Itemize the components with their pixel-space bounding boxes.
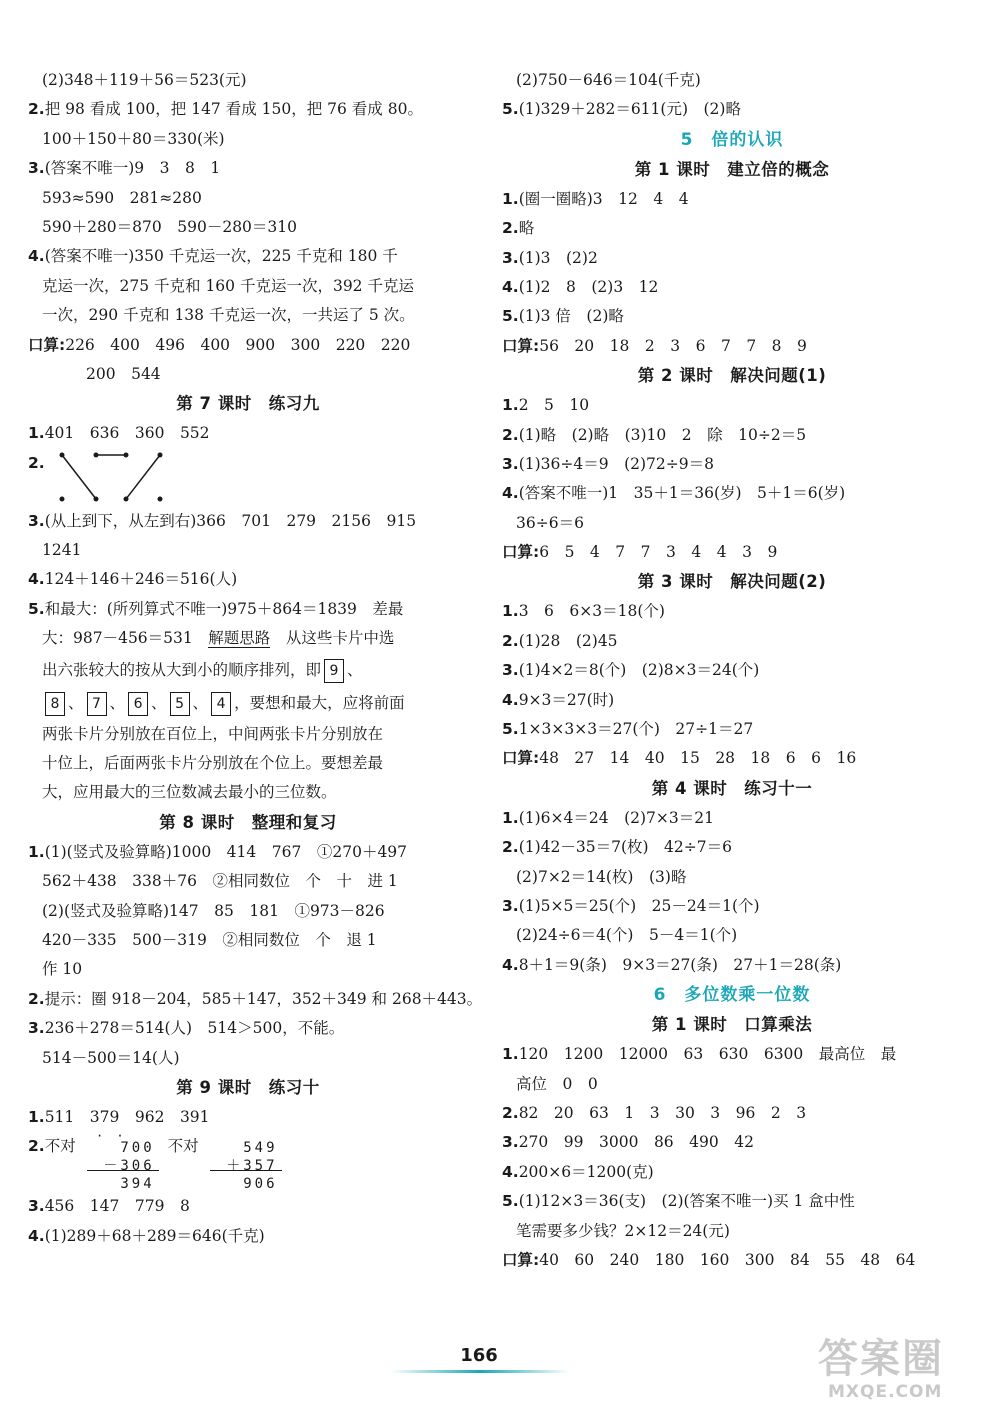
- answer-text: (1)2 8 (2)3 12: [518, 277, 659, 296]
- answer-line: [502, 1040, 962, 1069]
- oral-calc-label: 口算:: [502, 543, 540, 562]
- answer-line: [502, 302, 962, 331]
- answer-line: [502, 833, 962, 862]
- oral-calc-label: 口算:: [502, 336, 540, 355]
- item-number: 4.: [502, 955, 519, 974]
- unit-heading-6: 6 多位数乘一位数: [653, 985, 811, 1006]
- answer-text: 8＋1＝9(条) 9×3＝27(条) 27＋1＝28(条): [518, 955, 842, 974]
- answer-line: 590＋280＝870 590－280＝310: [42, 217, 298, 236]
- answer-text: 236＋278＝514(人) 514＞500，不能。: [44, 1019, 345, 1038]
- right-column: [502, 66, 962, 1275]
- answer-text: 略: [518, 219, 535, 238]
- item-number: 3.: [28, 1019, 45, 1038]
- answer-text: (1)3 倍 (2)略: [518, 307, 624, 326]
- answer-line: (2)(竖式及验算略)147 85 181 ①973－826: [42, 901, 385, 920]
- answer-text: (答案不唯一)350 千克运一次，225 千克和 180 千: [44, 247, 398, 266]
- item-number: 3.: [28, 1197, 45, 1216]
- item-number: 2.: [502, 838, 519, 857]
- item-number: 4.: [502, 484, 519, 503]
- item-number: 2.: [28, 453, 45, 472]
- oral-calc-label: 口算:: [28, 335, 66, 354]
- item-number: 2.: [28, 989, 45, 1008]
- answer-text: 82 20 63 1 3 30 3 96 2 3: [518, 1103, 807, 1122]
- answer-text: 120 1200 12000 63 630 6300 最高位 最: [518, 1045, 897, 1064]
- answer-text: 456 147 779 8: [44, 1197, 190, 1216]
- answer-line: 一次，290 千克和 138 千克运一次，一共运了 5 次。: [42, 306, 415, 325]
- answer-line: [28, 838, 468, 867]
- answer-text: 、: [347, 660, 363, 679]
- answer-text: (1)329＋282＝611(元) (2)略: [518, 100, 741, 119]
- oral-calc-line: [502, 1246, 962, 1275]
- lesson-heading: 第 3 课时 解决问题(2): [637, 572, 827, 592]
- answer-line: [28, 1014, 468, 1043]
- answer-text: 不对: [167, 1137, 199, 1156]
- answer-line: [502, 715, 962, 744]
- answer-text: ，要想和最大，应将前面: [234, 693, 405, 712]
- item-number: 5.: [28, 599, 45, 618]
- item-number: 2.: [28, 1137, 45, 1156]
- answer-line: 8 、 7 、 6 、 5 、 4 ，要想和最大，应将前面: [28, 687, 468, 720]
- answer-line: [502, 421, 962, 450]
- lesson-heading-7: 第 7 课时 练习九: [176, 394, 320, 414]
- answer-text: 和最大：(所列算式不唯一)975＋864＝1839 差最: [44, 599, 404, 618]
- calc-mid: －306: [103, 1158, 155, 1175]
- answer-text: (1)36÷4＝9 (2)72÷9＝8: [518, 454, 714, 473]
- answer-text: 200×6＝1200(克): [518, 1162, 654, 1181]
- answer-line: 200 544: [86, 364, 161, 383]
- oral-calc-label: 口算:: [502, 1250, 540, 1269]
- answer-line: 562＋438 338＋76 ②相同数位 个 十 进 1: [42, 872, 398, 891]
- page-number: 166: [460, 1345, 498, 1366]
- answer-line: 克运一次，275 千克和 160 千克运一次，392 千克运: [42, 276, 414, 295]
- answer-line: 两张卡片分别放在百位上，中间两张卡片分别放在: [42, 724, 384, 743]
- vertical-calc-line: [28, 1129, 468, 1193]
- answer-line: (2)7×2＝14(枚) (3)略: [516, 867, 687, 886]
- digit-card: 6: [128, 692, 148, 716]
- calc-result: 394: [120, 1176, 155, 1193]
- answer-line: (2)750－646＝104(千克): [516, 71, 701, 89]
- watermark-url: MXQE.COM: [828, 1382, 943, 1402]
- oral-calc-line: [502, 332, 962, 361]
- vertical-calc-subtraction: [81, 1129, 163, 1193]
- watermark-text: 答案圈: [818, 1336, 944, 1382]
- answer-line: 593≈590 281≈280: [42, 188, 202, 207]
- item-number: 2.: [28, 100, 45, 119]
- item-number: 1.: [502, 189, 519, 208]
- answer-line: [502, 597, 962, 626]
- answer-text: 从这些卡片中选: [285, 629, 395, 648]
- answer-line: [502, 1158, 962, 1187]
- answer-line: [502, 1099, 962, 1128]
- answer-text: 1×3×3×3＝27(个) 27÷1＝27: [518, 720, 754, 739]
- item-number: 2.: [502, 631, 519, 650]
- calc-mid: ＋357: [226, 1158, 278, 1175]
- lesson-heading-8: 第 8 课时 整理和复习: [159, 812, 337, 832]
- answer-line: [502, 627, 962, 656]
- answer-line: [502, 450, 962, 479]
- answer-line: [28, 419, 468, 448]
- item-number: 5.: [502, 1192, 519, 1211]
- answer-text: 401 636 360 552: [44, 424, 210, 443]
- item-number: 3.: [502, 1133, 519, 1152]
- answer-text: (1)28 (2)45: [518, 631, 618, 650]
- answer-text: 48 27 14 40 15 28 18 6 6 16: [539, 749, 857, 768]
- answer-line: [28, 1222, 468, 1251]
- item-number: 1.: [502, 396, 519, 415]
- answer-line: [28, 624, 468, 653]
- lesson-heading: 第 4 课时 练习十一: [651, 778, 813, 798]
- item-number: 3.: [502, 896, 519, 915]
- item-number: 1.: [502, 1045, 519, 1064]
- answer-line: [502, 686, 962, 715]
- item-number: 4.: [28, 247, 45, 266]
- answer-line: 作 10: [42, 960, 83, 979]
- item-number: 2.: [502, 425, 519, 444]
- answer-text: (圈一圈略)3 12 4 4: [518, 189, 689, 208]
- answer-line: [502, 214, 962, 243]
- answer-text: (1)6×4＝24 (2)7×3＝21: [518, 808, 714, 827]
- answer-text: 出六张较大的按从大到小的顺序排列，即: [42, 660, 322, 679]
- answer-line: [28, 154, 468, 183]
- oral-calc-label: 口算:: [502, 749, 540, 768]
- answer-line: 514－500＝14(人): [42, 1048, 180, 1067]
- digit-card: 7: [87, 692, 107, 716]
- page-number-underline: [390, 1370, 570, 1373]
- answer-text: 40 60 240 180 160 300 84 55 48 64: [539, 1250, 916, 1269]
- answer-line: [502, 804, 962, 833]
- calc-result: 906: [243, 1176, 278, 1193]
- vertical-calc-addition: [204, 1132, 286, 1193]
- answer-line: (2)24÷6＝4(个) 5－4＝1(个): [516, 926, 738, 945]
- item-number: 1.: [28, 1107, 45, 1126]
- answer-line: [28, 565, 468, 594]
- answer-line: 大，应用最大的三位数减去最小的三位数。: [42, 783, 337, 802]
- answer-text: 124＋146＋246＝516(人): [44, 570, 238, 589]
- answer-text: 提示：圈 918－204，585＋147，352＋349 和 268＋443。: [44, 989, 483, 1008]
- digit-card: 9: [324, 659, 344, 683]
- answer-text: (答案不唯一)1 35＋1＝36(岁) 5＋1＝6(岁): [518, 484, 846, 503]
- digit-card: 4: [211, 692, 231, 716]
- answer-line: [502, 892, 962, 921]
- answer-line: [28, 242, 468, 271]
- matching-lines-graphic: [54, 449, 234, 507]
- answer-line: 笔需要多少钱？2×12＝24(元): [516, 1221, 730, 1240]
- item-number: 4.: [28, 1226, 45, 1245]
- borrow-dots: · ·: [95, 1129, 127, 1144]
- answer-text: (1)289＋68＋289＝646(千克): [44, 1226, 265, 1245]
- item-number: 3.: [502, 661, 519, 680]
- answer-line: [28, 985, 483, 1014]
- item-number: 3.: [28, 159, 45, 178]
- oral-calc-line: [502, 744, 962, 773]
- answer-text: 6 5 4 7 7 3 4 4 3 9: [539, 543, 778, 562]
- answer-line: [502, 185, 962, 214]
- answer-text: 把 98 看成 100，把 147 看成 150，把 76 看成 80。: [44, 100, 423, 119]
- answer-line: [502, 1187, 962, 1216]
- item-number: 4.: [502, 1162, 519, 1181]
- answer-line: [502, 1128, 962, 1157]
- item-number: 5.: [502, 720, 519, 739]
- item-number: 4.: [502, 690, 519, 709]
- answer-text: 56 20 18 2 3 6 7 7 8 9: [539, 336, 807, 355]
- answer-text: (1)(竖式及验算略)1000 414 767 ①270＋497: [44, 842, 408, 861]
- lesson-heading-9: 第 9 课时 练习十: [176, 1077, 320, 1097]
- calc-top: 549: [243, 1140, 278, 1157]
- item-number: 3.: [502, 454, 519, 473]
- item-number: 1.: [502, 808, 519, 827]
- answer-line: [502, 244, 962, 273]
- digit-card: 8: [45, 692, 65, 716]
- item-number: 5.: [502, 307, 519, 326]
- item-number: 4.: [502, 277, 519, 296]
- left-column: [28, 66, 483, 1251]
- answer-line: [502, 391, 962, 420]
- answer-line: [28, 95, 468, 124]
- answer-line: 1241: [42, 541, 82, 560]
- answer-text: (1)略 (2)略 (3)10 2 除 10÷2＝5: [518, 425, 807, 444]
- answer-line: [502, 479, 962, 508]
- answer-line: [28, 507, 468, 536]
- answer-text: 9×3＝27(时): [518, 690, 615, 709]
- item-number: 1.: [502, 602, 519, 621]
- answer-text: (1)4×2＝8(个) (2)8×3＝24(个): [518, 661, 760, 680]
- item-number: 5.: [502, 100, 519, 119]
- item-number: 2.: [502, 1103, 519, 1122]
- answer-text: 2 5 10: [518, 396, 590, 415]
- item-number: 1.: [28, 424, 45, 443]
- answer-text: 511 379 962 391: [44, 1107, 210, 1126]
- lesson-heading: 第 1 课时 建立倍的概念: [634, 159, 830, 179]
- item-number: 1.: [28, 842, 45, 861]
- watermark-logo: [818, 1336, 994, 1416]
- answer-text: 226 400 496 400 900 300 220 220: [65, 335, 411, 354]
- answer-text: 不对: [44, 1137, 76, 1156]
- answer-line: [502, 95, 962, 124]
- answer-text: (1)5×5＝25(个) 25－24＝1(个): [518, 896, 760, 915]
- answer-line: 十位上，后面两张卡片分别放在个位上。要想差最: [42, 754, 384, 773]
- answer-line: [502, 951, 962, 980]
- answer-text: (1)3 (2)2: [518, 248, 598, 267]
- answer-line: [502, 273, 962, 302]
- answer-text: (1)42－35＝7(枚) 42÷7＝6: [518, 838, 732, 857]
- answer-line: 420－335 500－319 ②相同数位 个 退 1: [42, 930, 377, 949]
- answer-line: 高位 0 0: [516, 1074, 598, 1093]
- matching-diagram: [28, 449, 468, 507]
- answer-line: [28, 595, 468, 624]
- lesson-heading: 第 1 课时 口算乘法: [651, 1015, 813, 1035]
- solution-idea-label: 解题思路: [208, 629, 271, 648]
- answer-line: [28, 1103, 468, 1132]
- oral-calc-line: [502, 538, 962, 567]
- answer-line: [502, 656, 962, 685]
- answer-text: (1)12×3＝36(支) (2)(答案不唯一)买 1 盒中性: [518, 1192, 855, 1211]
- item-number: 3.: [502, 248, 519, 267]
- lesson-heading: 第 2 课时 解决问题(1): [637, 366, 827, 386]
- digit-card: 5: [170, 692, 190, 716]
- unit-heading-5: 5 倍的认识: [680, 129, 784, 150]
- item-number: 2.: [502, 219, 519, 238]
- answer-text: 270 99 3000 86 490 42: [518, 1133, 754, 1152]
- answer-text: 3 6 6×3＝18(个): [518, 602, 665, 621]
- item-number: 4.: [28, 570, 45, 589]
- calc-top: 700: [120, 1140, 155, 1157]
- answer-text: 大：987－456＝531: [42, 629, 193, 648]
- answer-line: [28, 654, 468, 687]
- item-number: 3.: [28, 511, 45, 530]
- answer-line: 100＋150＋80＝330(米): [42, 129, 225, 148]
- oral-calc-line: [28, 331, 468, 360]
- answer-line: (2)348＋119＋56＝523(元): [42, 71, 247, 89]
- answer-line: 36÷6＝6: [516, 513, 584, 532]
- answer-text: (答案不唯一)9 3 8 1: [44, 159, 221, 178]
- answer-text: (从上到下，从左到右)366 701 279 2156 915: [44, 511, 417, 530]
